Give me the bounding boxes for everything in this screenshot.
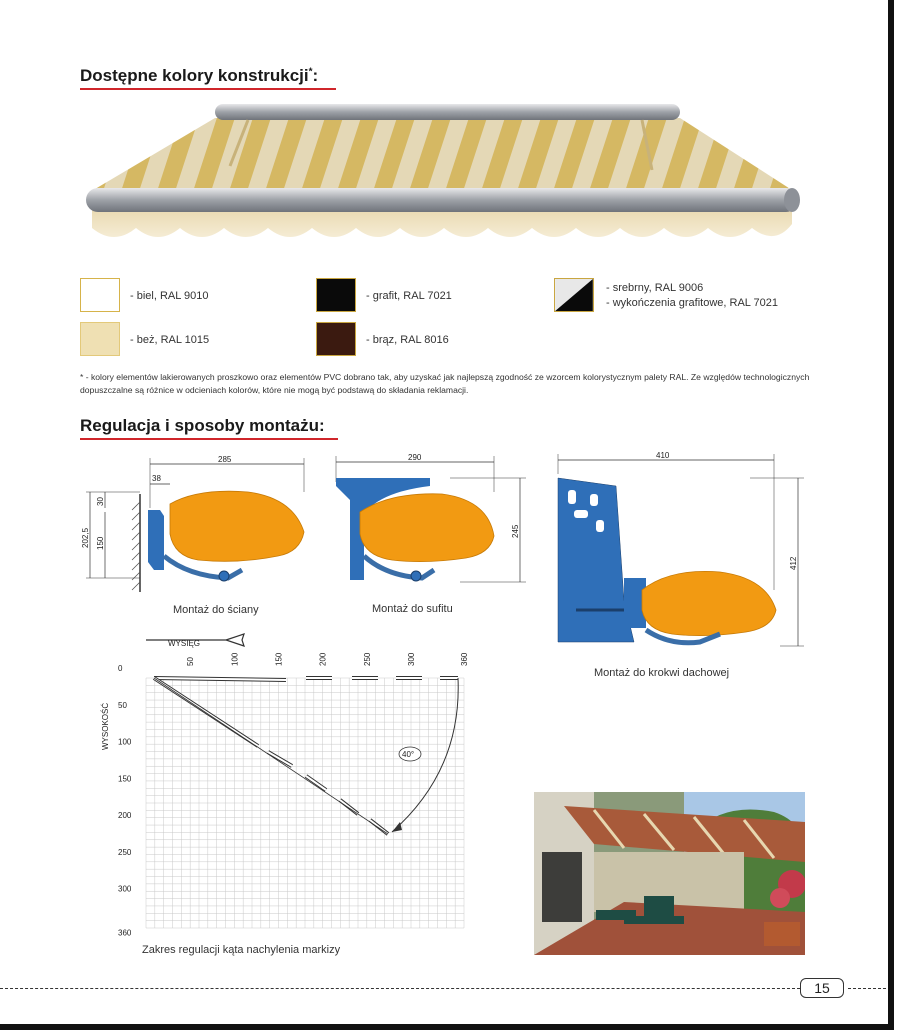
y-tick-label: 100 <box>118 737 132 747</box>
section-colors-title: Dostępne kolory konstrukcji*: <box>80 66 319 85</box>
swatch-graphite <box>316 278 356 312</box>
y-tick-label: 200 <box>118 811 132 821</box>
x-tick-label: 150 <box>274 652 284 666</box>
angle-label: 40° <box>402 750 415 759</box>
y-tick-label: 300 <box>118 884 132 894</box>
rafter-dim-height: 412 <box>789 556 798 570</box>
awning-illustration <box>80 96 800 256</box>
section-mounting-title: Regulacja i sposoby montażu: <box>80 416 325 435</box>
section-colors-underline <box>80 88 336 90</box>
rafter-dim-width: 410 <box>656 451 670 460</box>
y-tick-label: 250 <box>118 847 132 857</box>
section-colors-heading <box>80 66 318 86</box>
swatch-beige <box>80 322 120 356</box>
range-grid <box>146 678 464 928</box>
y-tick-label: 150 <box>118 774 132 784</box>
wall-dim-height: 202,5 <box>81 527 90 548</box>
x-tick-label: 250 <box>362 652 372 666</box>
ceiling-dim-height: 245 <box>511 524 520 538</box>
wall-mount-drawing <box>78 452 313 597</box>
wall-mount-caption: Montaż do ściany <box>173 604 259 616</box>
title-colon: : <box>312 66 319 85</box>
swatch-white <box>80 278 120 312</box>
swatch-beige-label: - beż, RAL 1015 <box>130 334 210 346</box>
swatch-silver-label-2: - wykończenia grafitowe, RAL 7021 <box>606 297 779 309</box>
x-axis-label: WYSIĘG <box>168 639 201 648</box>
colors-footnote: * - kolory elementów lakierowanych proszkowo oraz elementów PVC dobrano tak, aby uzyskać jak najlepszą zgodność ze wzorcem kolorystycznym palety RAL. Ze względów technologicznych dopuszczalne są różnice w odcieniach kolorów, które nie mogą być podstawą do składania reklamacji. <box>80 372 810 395</box>
page-border-bottom <box>0 1024 894 1030</box>
x-tick-label: 50 <box>186 657 196 666</box>
swatch-brown <box>316 322 356 356</box>
title-asterisk: * <box>308 66 313 78</box>
range-chart-caption: Zakres regulacji kąta nachylenia markizy <box>142 944 341 956</box>
swatch-brown-label: - brąz, RAL 8016 <box>366 334 449 346</box>
x-tick-label: 200 <box>318 652 328 666</box>
x-tick-label: 100 <box>230 652 240 666</box>
y-tick-label: 360 <box>118 928 132 938</box>
ceiling-mount-drawing <box>330 452 530 592</box>
x-tick-label: 300 <box>407 652 416 666</box>
y-tick-label: 0 <box>118 664 123 673</box>
page-number: 15 <box>800 978 844 998</box>
page-border-right <box>888 0 894 1030</box>
x-tick-label: 360 <box>460 652 469 666</box>
ceiling-mount-caption: Montaż do sufitu <box>372 603 453 615</box>
range-chart <box>96 630 476 942</box>
swatch-white-label: - biel, RAL 9010 <box>130 290 209 302</box>
footer-rule-left <box>0 988 800 989</box>
section-mounting-heading <box>80 416 325 436</box>
arm-position-inner <box>306 776 326 790</box>
wall-dim-inner: 38 <box>152 474 161 483</box>
ceiling-dim-width: 290 <box>408 453 422 462</box>
footer-rule-right <box>848 988 886 989</box>
wall-dim-top: 30 <box>96 497 105 506</box>
swatch-silver <box>554 278 594 312</box>
y-tick-label: 50 <box>118 700 127 710</box>
y-axis-label: WYSOKOŚĆ <box>101 702 110 750</box>
wall-dim-inner-height: 150 <box>96 536 105 550</box>
section-mounting-underline <box>80 438 338 440</box>
wall-dim-width: 285 <box>218 455 232 464</box>
rafter-mount-drawing <box>550 450 810 650</box>
terrace-photo <box>534 792 805 955</box>
swatch-silver-label-1: - srebrny, RAL 9006 <box>606 282 704 294</box>
rafter-mount-caption: Montaż do krokwi dachowej <box>594 667 730 679</box>
swatch-graphite-label: - grafit, RAL 7021 <box>366 290 452 302</box>
